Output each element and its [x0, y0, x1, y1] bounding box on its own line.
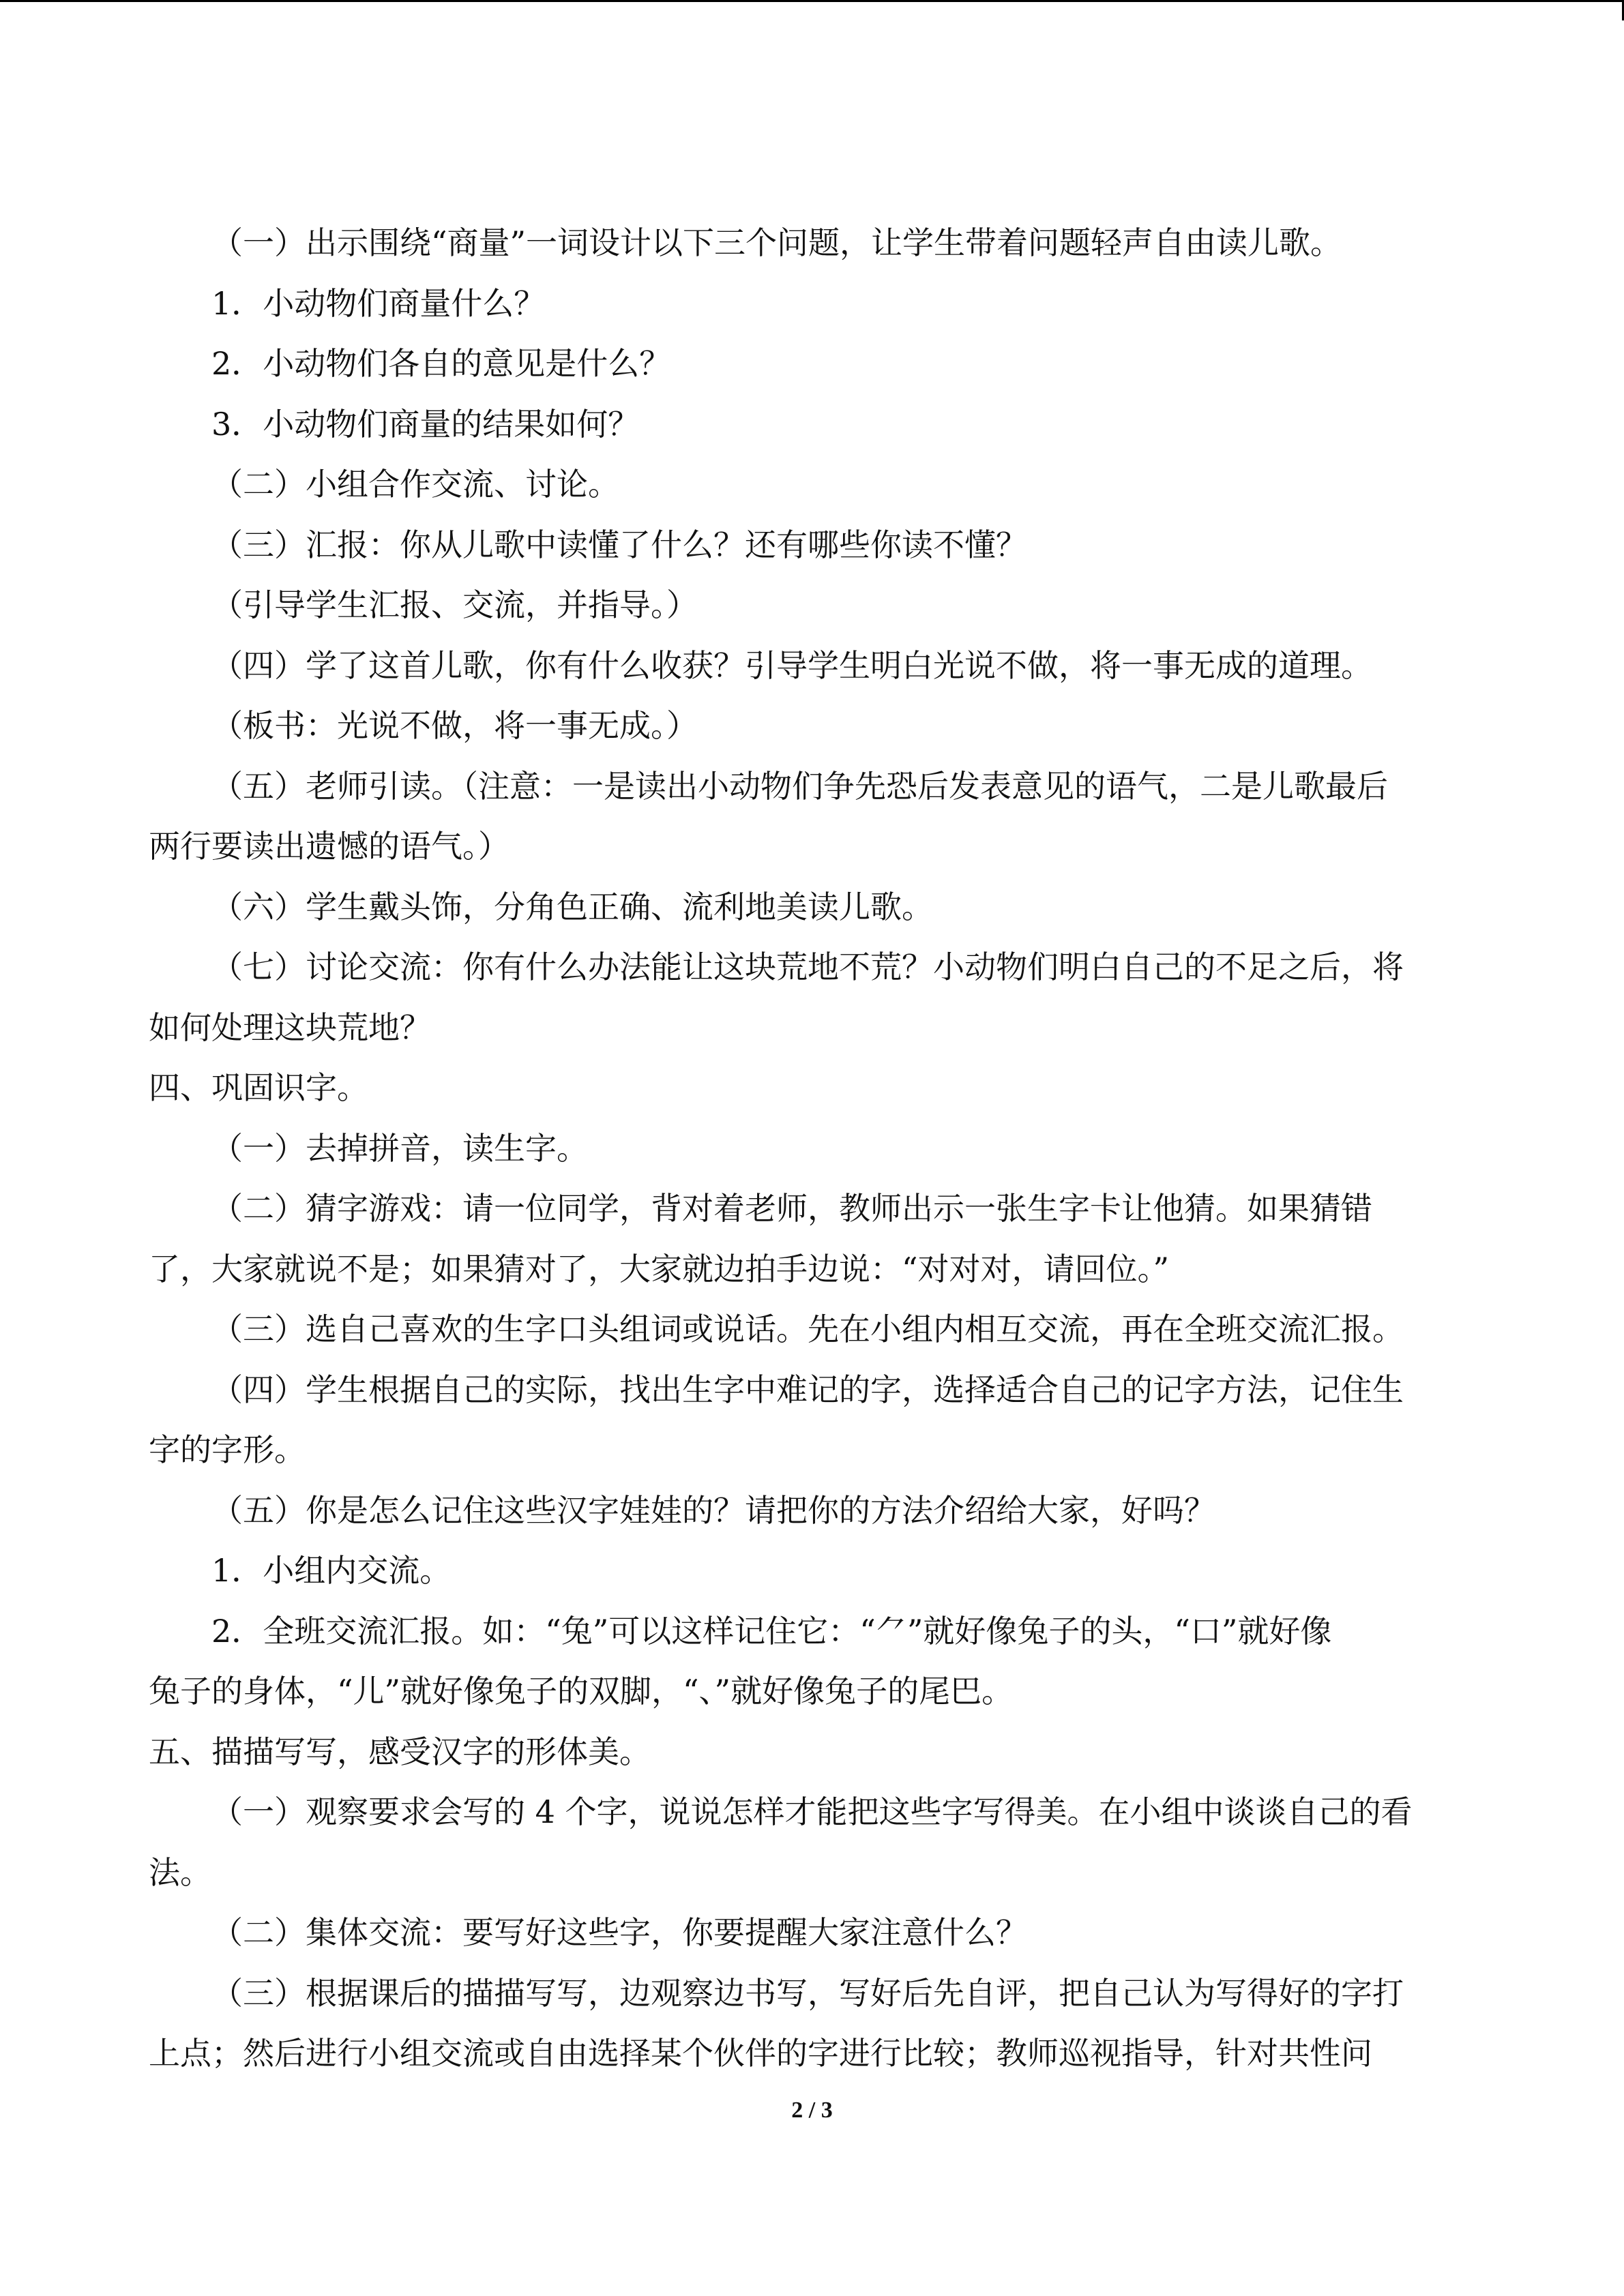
text-line: （五）你是怎么记住这些汉字娃娃的？请把你的方法介绍给大家，好吗？	[211, 1491, 1215, 1529]
text-line: （三）根据课后的描描写写，边观察边书写，写好后先自评，把自己认为写得好的字打	[211, 1974, 1404, 2012]
text-line: 上点；然后进行小组交流或自由选择某个伙伴的字进行比较；教师巡视指导，针对共性问	[149, 2035, 1372, 2072]
text-line: （二）猜字游戏：请一位同学，背对着老师，教师出示一张生字卡让他猜。如果猜错	[211, 1190, 1372, 1227]
text-line: 法。	[149, 1853, 211, 1891]
text-line: 两行要读出遗憾的语气。）	[149, 828, 510, 865]
text-line: 了，大家就说不是；如果猜对了，大家就边拍手边说：“对对对，请回位。”	[149, 1250, 1170, 1287]
text-line: （板书：光说不做，将一事无成。）	[211, 707, 698, 744]
text-line: 字的字形。	[149, 1431, 306, 1468]
text-line: （引导学生汇报、交流，并指导。）	[211, 586, 698, 623]
document-body	[149, 213, 1479, 2084]
text-line: 五、描描写写，感受汉字的形体美。	[149, 1733, 651, 1770]
text-line: 1．小动物们商量什么？	[211, 284, 546, 322]
text-line: （四）学了这首儿歌，你有什么收获？引导学生明白光说不做，将一事无成的道理。	[211, 646, 1372, 684]
text-line: （一）去掉拼音，读生字。	[211, 1129, 588, 1167]
text-line: （二）小组合作交流、讨论。	[211, 466, 619, 503]
text-line: （五）老师引读。（注意：一是读出小动物们争先恐后发表意见的语气，二是儿歌最后	[211, 767, 1388, 805]
text-line: 2．小动物们各自的意见是什么？	[211, 345, 671, 382]
text-line: （三）汇报：你从儿歌中读懂了什么？还有哪些你读不懂？	[211, 526, 1027, 563]
text-line: 1．小组内交流。	[211, 1552, 452, 1589]
text-line: （二）集体交流：要写好这些字，你要提醒大家注意什么？	[211, 1914, 1027, 1951]
text-line: （四）学生根据自己的实际，找出生字中难记的字，选择适合自己的记字方法，记住生	[211, 1371, 1404, 1408]
text-line: （一）观察要求会写的 4 个字，说说怎样才能把这些字写得美。在小组中谈谈自己的看	[211, 1793, 1413, 1830]
text-line: （六）学生戴头饰，分角色正确、流利地美读儿歌。	[211, 888, 933, 925]
text-line: 如何处理这块荒地？	[149, 1009, 431, 1046]
text-line: （一）出示围绕“商量”一词设计以下三个问题，让学生带着问题轻声自由读儿歌。	[211, 224, 1342, 261]
text-line: 3．小动物们商量的结果如何？	[211, 405, 640, 443]
top-border-line	[0, 0, 1624, 2]
page-number: 2 / 3	[791, 2098, 833, 2123]
text-line: （七）讨论交流：你有什么办法能让这块荒地不荒？小动物们明白自己的不足之后，将	[211, 949, 1404, 985]
text-line: 四、巩固识字。	[149, 1069, 368, 1106]
text-line: 兔子的身体，“儿”就好像兔子的双脚，“、”就好像兔子的尾巴。	[149, 1673, 1014, 1710]
text-line: （三）选自己喜欢的生字口头组词或说话。先在小组内相互交流，再在全班交流汇报。	[211, 1311, 1404, 1347]
text-line: 2．全班交流汇报。如：“兔”可以这样记住它：“⺈”就好像兔子的头，“口”就好像	[211, 1612, 1332, 1650]
